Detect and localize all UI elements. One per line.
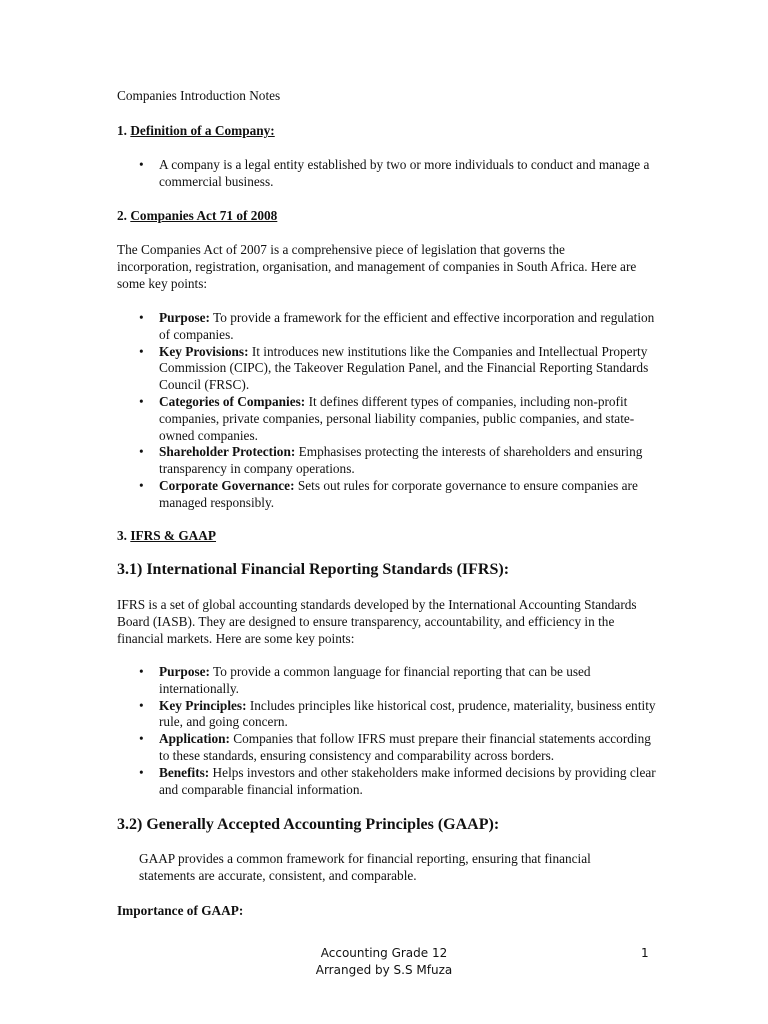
- subsection-3-1-list: [117, 664, 657, 798]
- section-1-number: 1.: [117, 123, 127, 138]
- section-2-list: [117, 310, 657, 512]
- subsection-3-2-heading: 3.2) Generally Accepted Accounting Principles (GAAP):: [117, 816, 500, 833]
- list-item: • Shareholder Protection: Emphasises protecting the interests of shareholders and ensuring transparency in company operations.: [117, 444, 657, 478]
- section-2-intro: The Companies Act of 2007 is a comprehensive piece of legislation that governs the incorporation, registration, organisation, and management of companies in South Africa. Here are some key points:: [117, 242, 637, 291]
- list-item: • Key Principles: Includes principles like historical cost, prudence, materiality, business entity rule, and going concern.: [117, 698, 657, 732]
- footer-line-1: Accounting Grade 12: [320, 946, 448, 960]
- footer-line-2: Arranged by S.S Mfuza: [315, 963, 453, 977]
- subsection-3-1-heading: 3.1) International Financial Reporting Standards (IFRS):: [117, 561, 510, 578]
- list-item: • Application: Companies that follow IFRS must prepare their financial statements according to these standards, ensuring consistency and comparability across borders.: [117, 731, 657, 765]
- subsection-3-1-intro: IFRS is a set of global accounting standards developed by the International Accounting Standards Board (IASB). They are designed to ensure transparency, accountability, and efficiency in the financial markets. Here are some key points:: [117, 597, 637, 646]
- section-1-title: Definition of a Company:: [130, 123, 275, 138]
- section-1-list: [117, 157, 657, 191]
- section-2-title: Companies Act 71 of 2008: [130, 208, 278, 223]
- section-1-heading: [117, 123, 275, 140]
- page-footer: [0, 945, 768, 979]
- list-item: • Categories of Companies: It defines different types of companies, including non-profit companies, private companies, personal liability companies, public companies, and state-owned companies.: [117, 394, 657, 444]
- document-title: Companies Introduction Notes: [117, 88, 281, 103]
- section-2-number: 2.: [117, 208, 127, 223]
- section-3-title: IFRS & GAAP: [130, 528, 217, 543]
- subsection-3-2-intro: GAAP provides a common framework for financial reporting, ensuring that financial statements are accurate, consistent, and comparable.: [139, 851, 591, 883]
- list-item: • Key Provisions: It introduces new institutions like the Companies and Intellectual Property Commission (CIPC), the Takeover Regulation Panel, and the Financial Reporting Standards Council (FRSC).: [117, 344, 657, 394]
- section-2-heading: [117, 208, 277, 225]
- list-item: • Benefits: Helps investors and other stakeholders make informed decisions by providing clear and comparable financial information.: [117, 765, 657, 799]
- list-item: • Corporate Governance: Sets out rules for corporate governance to ensure companies are managed responsibly.: [117, 478, 657, 512]
- importance-of-gaap-heading: Importance of GAAP:: [117, 903, 244, 918]
- list-item: • Purpose: To provide a framework for the efficient and effective incorporation and regulation of companies.: [117, 310, 657, 344]
- list-item: • Purpose: To provide a common language for financial reporting that can be used internationally.: [117, 664, 657, 698]
- list-item: • A company is a legal entity established by two or more individuals to conduct and manage a commercial business.: [117, 157, 657, 191]
- section-3-heading: [117, 528, 216, 545]
- page-number: 1: [641, 946, 649, 960]
- section-3-number: 3.: [117, 528, 127, 543]
